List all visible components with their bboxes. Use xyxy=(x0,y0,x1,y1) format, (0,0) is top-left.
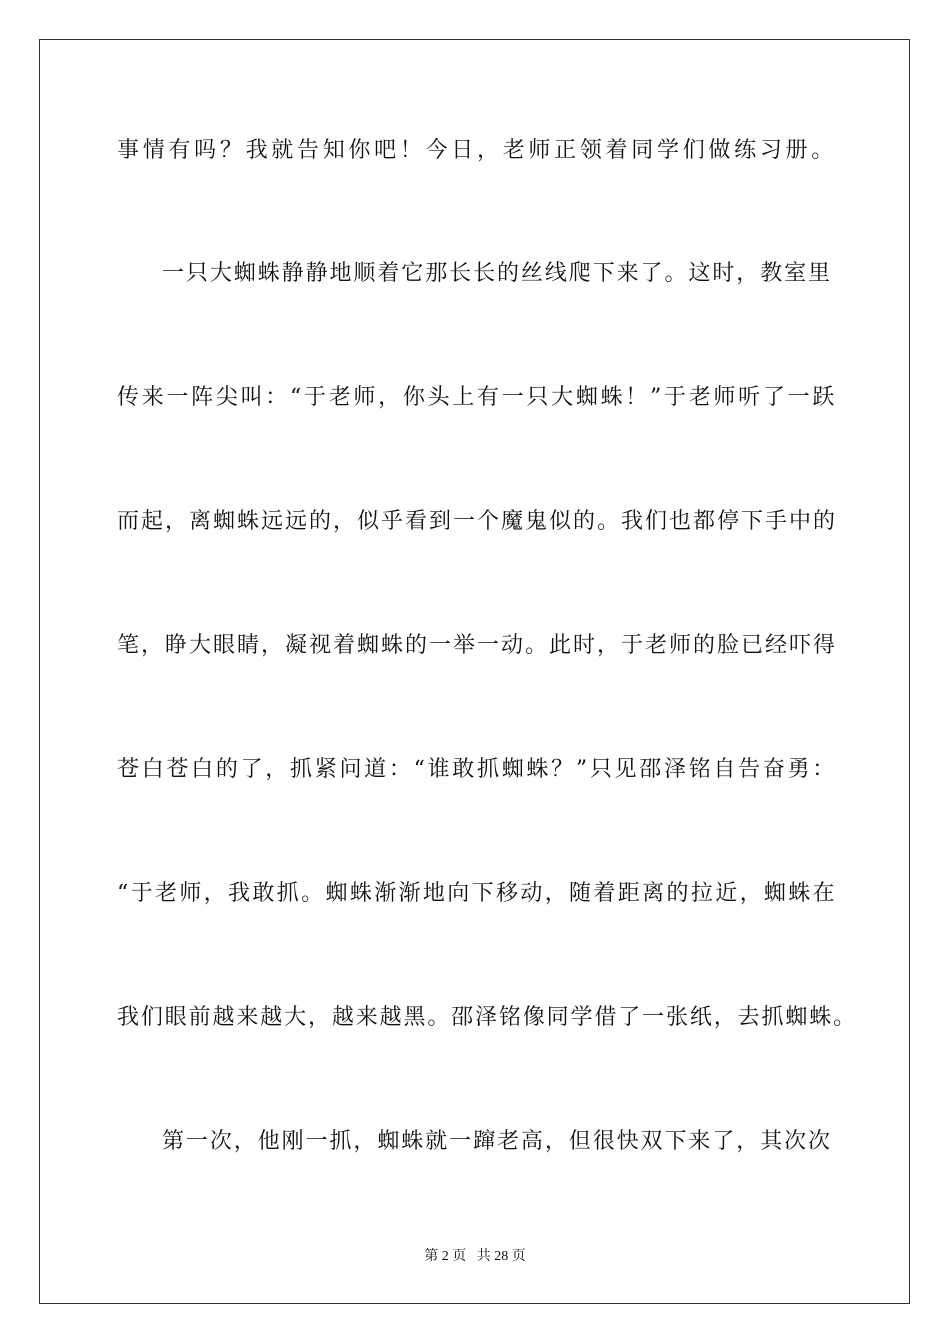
page-footer xyxy=(0,1247,950,1267)
body-text-line-8: 我们眼前越来越大，越来越黑。邵泽铭像同学借了一张纸，去抓蜘蛛。 xyxy=(117,1005,857,1030)
body-text-line-9: 第一次，他刚一抓，蜘蛛就一蹿老高，但很快双下来了，其次次 xyxy=(162,1129,832,1154)
body-text-line-5: 笔，睁大眼睛，凝视着蜘蛛的一举一动。此时，于老师的脸已经吓得 xyxy=(117,633,837,658)
body-text-line-6: 苍白苍白的了，抓紧问道：“谁敢抓蜘蛛？”只见邵泽铭自告奋勇： xyxy=(117,757,837,782)
page-number: 第 2 页 xyxy=(424,1249,467,1264)
body-text-line-3: 传来一阵尖叫：“于老师，你头上有一只大蜘蛛！”于老师听了一跃 xyxy=(117,385,837,410)
body-text-line-1: 事情有吗？我就告知你吧！今日，老师正领着同学们做练习册。 xyxy=(117,138,837,163)
page-total: 共 28 页 xyxy=(476,1249,526,1264)
body-text-line-2: 一只大蜘蛛静静地顺着它那长长的丝线爬下来了。这时，教室里 xyxy=(162,261,832,286)
body-text-line-4: 而起，离蜘蛛远远的，似乎看到一个魔鬼似的。我们也都停下手中的 xyxy=(117,509,837,534)
body-text-line-7: “于老师，我敢抓。蜘蛛渐渐地向下移动，随着距离的拉近，蜘蛛在 xyxy=(117,881,837,906)
page-border xyxy=(39,39,910,1304)
